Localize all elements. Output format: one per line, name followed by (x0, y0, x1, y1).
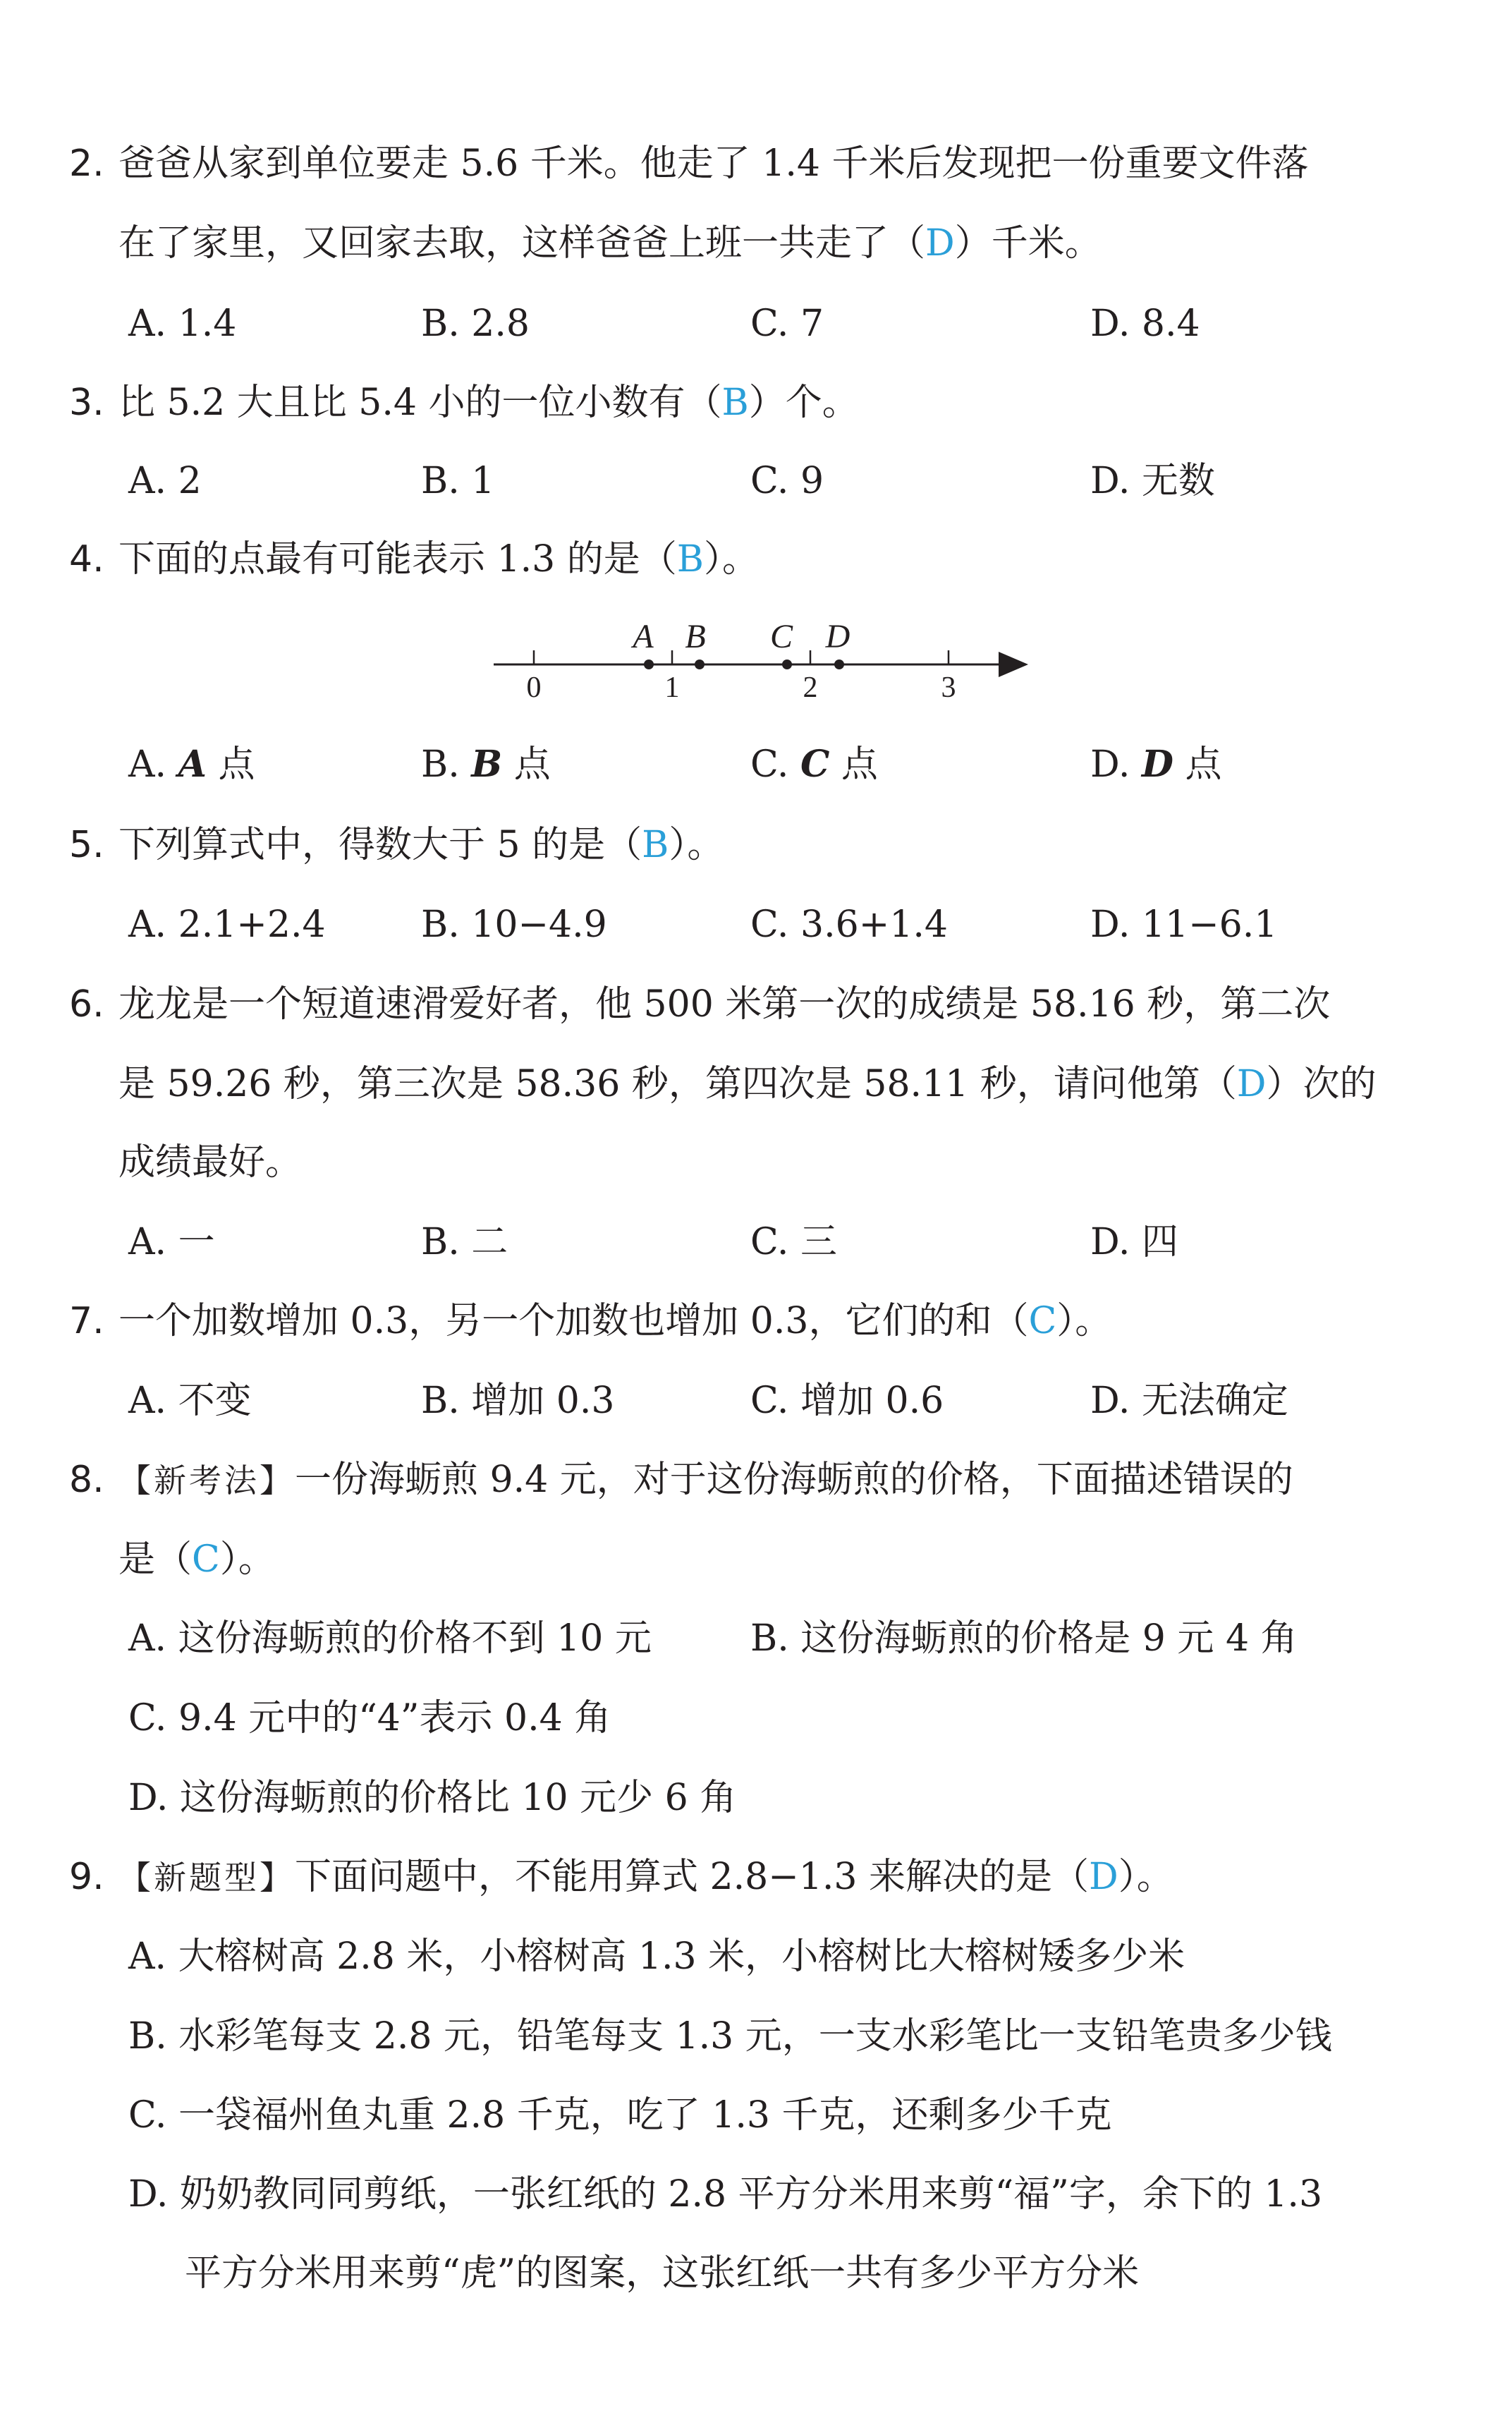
q6-option-b: B. 二 (421, 1221, 508, 1263)
q9-option-c: C. 一袋福州鱼丸重 2.8 千克，吃了 1.3 千克，还剩多少千克 (128, 2094, 1112, 2137)
q8-tag: 【新考法】 (118, 1461, 295, 1500)
q6-text-line1: 龙龙是一个短道速滑爱好者，他 500 米第一次的成绩是 58.16 秒，第二次 (118, 983, 1331, 1026)
q3-answer: B (721, 382, 749, 424)
q2-option-a: A. 1.4 (128, 303, 237, 345)
point-label-b: B (685, 618, 706, 655)
number-line-diagram (480, 614, 1044, 719)
tick-label-1: 1 (664, 671, 680, 704)
q7-answer: C (1028, 1300, 1057, 1342)
q2-answer: D (925, 222, 955, 265)
q3-option-a: A. 2 (128, 460, 202, 502)
tick-label-2: 2 (803, 671, 818, 704)
q3-option-c: C. 9 (750, 460, 824, 502)
q7-option-a: A. 不变 (128, 1380, 252, 1422)
q2-option-d: D. 8.4 (1090, 303, 1200, 345)
tick-label-3: 3 (941, 671, 956, 704)
q5-number: 5. (69, 824, 104, 866)
q9-option-d-line2: 平方分米用来剪“虎”的图案，这张红纸一共有多少平方分米 (185, 2252, 1140, 2295)
q6-text-line3: 成绩最好。 (118, 1141, 303, 1184)
q2-number: 2. (69, 142, 104, 185)
q3-option-d: D. 无数 (1090, 460, 1215, 502)
q5-option-c: C. 3.6+1.4 (750, 904, 948, 946)
point-b (695, 660, 705, 669)
point-d (834, 660, 844, 669)
q5-option-d: D. 11−6.1 (1090, 904, 1278, 946)
q8-option-c: C. 9.4 元中的“4”表示 0.4 角 (128, 1697, 611, 1739)
q8-option-b: B. 这份海蛎煎的价格是 9 元 4 角 (750, 1617, 1298, 1660)
q3-text: 比 5.2 大且比 5.4 小的一位小数有（B）个。 (118, 382, 859, 424)
q8-option-a: A. 这份海蛎煎的价格不到 10 元 (128, 1617, 652, 1660)
q3-number: 3. (69, 382, 104, 424)
q8-option-d: D. 这份海蛎煎的价格比 10 元少 6 角 (128, 1777, 737, 1819)
q7-number: 7. (69, 1300, 104, 1342)
q2-text-line2: 在了家里，又回家去取，这样爸爸上班一共走了（D）千米。 (118, 222, 1102, 265)
tick-label-0: 0 (526, 671, 542, 704)
point-c (782, 660, 792, 669)
q4-text: 下面的点最有可能表示 1.3 的是（B）。 (118, 538, 759, 581)
q8-text-line1: 【新考法】一份海蛎煎 9.4 元，对于这份海蛎煎的价格，下面描述错误的 (118, 1459, 1293, 1501)
point-a (644, 660, 654, 669)
point-label-a: A (633, 618, 654, 655)
q8-answer: C (192, 1538, 220, 1581)
q9-answer: D (1089, 1856, 1118, 1898)
q4-option-c: C. C 点 (750, 743, 878, 786)
q4-option-d: D. D 点 (1090, 743, 1222, 786)
q6-answer: D (1236, 1063, 1267, 1105)
q6-option-a: A. 一 (128, 1221, 215, 1263)
q5-text: 下列算式中，得数大于 5 的是（B）。 (118, 824, 724, 866)
q7-text: 一个加数增加 0.3，另一个加数也增加 0.3，它们的和（C）。 (118, 1300, 1112, 1342)
q9-text: 【新题型】下面问题中，不能用算式 2.8−1.3 来解决的是（D）。 (118, 1856, 1173, 1898)
q4-number: 4. (69, 538, 104, 581)
q7-option-c: C. 增加 0.6 (750, 1380, 944, 1422)
point-label-d: D (825, 618, 850, 655)
q8-number: 8. (69, 1459, 104, 1501)
q3-option-b: B. 1 (421, 460, 495, 502)
q5-answer: B (642, 824, 669, 866)
q2-option-c: C. 7 (750, 303, 824, 345)
q7-option-b: B. 增加 0.3 (421, 1380, 615, 1422)
q6-text-line2: 是 59.26 秒，第三次是 58.36 秒，第四次是 58.11 秒，请问他第（D）次的 (118, 1063, 1377, 1105)
point-label-c: C (769, 618, 793, 655)
q8-text-line2: 是（C）。 (118, 1538, 275, 1581)
q6-option-d: D. 四 (1090, 1221, 1178, 1263)
q5-option-b: B. 10−4.9 (421, 904, 607, 946)
q6-number: 6. (69, 983, 104, 1026)
q4-option-a: A. A 点 (128, 743, 255, 786)
q5-option-a: A. 2.1+2.4 (128, 904, 326, 946)
q4-option-b: B. B 点 (421, 743, 551, 786)
q9-option-b: B. 水彩笔每支 2.8 元，铅笔每支 1.3 元，一支水彩笔比一支铅笔贵多少钱 (128, 2015, 1332, 2058)
q9-option-d-line1: D. 奶奶教同同剪纸，一张红纸的 2.8 平方分米用来剪“福”字，余下的 1.3 (128, 2173, 1323, 2216)
q9-tag: 【新题型】 (118, 1859, 295, 1897)
q7-option-d: D. 无法确定 (1090, 1380, 1288, 1422)
q2-option-b: B. 2.8 (421, 303, 530, 345)
q2-text-line1: 爸爸从家到单位要走 5.6 千米。他走了 1.4 千米后发现把一份重要文件落 (118, 142, 1309, 185)
q4-answer: B (676, 538, 704, 581)
q6-option-c: C. 三 (750, 1221, 837, 1263)
q9-option-a: A. 大榕树高 2.8 米，小榕树高 1.3 米，小榕树比大榕树矮多少米 (128, 1935, 1185, 1978)
q9-number: 9. (69, 1856, 104, 1898)
